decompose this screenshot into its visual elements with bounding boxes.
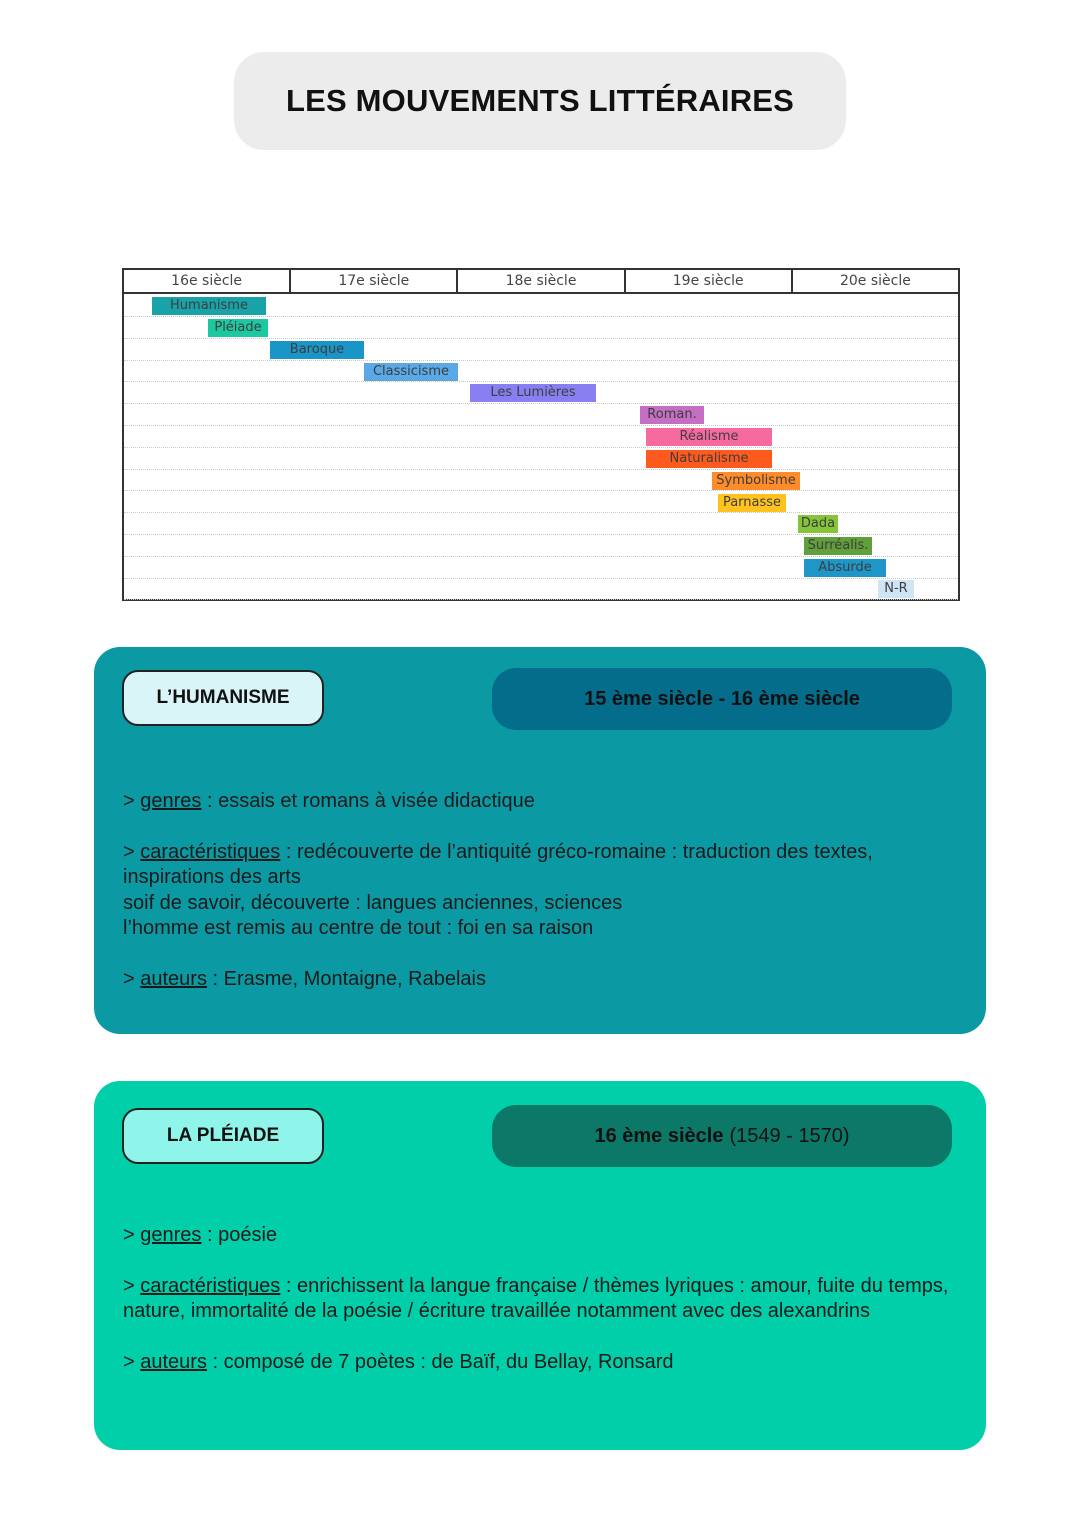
genres-line: > genres : essais et romans à visée didactique <box>123 790 535 812</box>
section-pleiade <box>94 1081 986 1450</box>
bar-realisme: Réalisme <box>646 428 772 446</box>
bar-absurde: Absurde <box>804 559 886 577</box>
section-name: L’HUMANISME <box>122 670 324 726</box>
timeline-chart <box>122 268 960 601</box>
auteurs-value: : composé de 7 poètes : de Baïf, du Bellay, Ronsard <box>206 1350 674 1373</box>
timeline-row-line <box>124 316 958 317</box>
bar-pleiade: Pléiade <box>208 319 268 337</box>
genres-value: : essais et romans à visée didactique <box>201 790 535 812</box>
timeline-row-line <box>124 425 958 426</box>
genres-line: > genres : poésie <box>123 1224 278 1246</box>
carac-value: : enrichissent la langue française / thèmes lyriques : amour, fuite du temps, nature, immortalité de la poésie / écriture travaillée notamment avec des alexandrins <box>123 1274 949 1322</box>
timeline-row-line <box>124 534 958 535</box>
page-title: LES MOUVEMENTS LITTÉRAIRES <box>285 83 795 118</box>
genres-label: genres <box>140 1224 202 1246</box>
timeline-row-line <box>124 599 958 600</box>
section-content <box>123 789 963 992</box>
bar-lumieres: Les Lumières <box>470 384 596 402</box>
timeline-row-line <box>124 338 958 339</box>
carac-label: caractéristiques <box>140 1274 281 1297</box>
carac-line: > caractéristiques : redécouverte de l’antiquité gréco-romaine : traduction des textes, inspirations des arts <box>123 840 873 888</box>
bar-baroque: Baroque <box>270 341 364 359</box>
bar-surrealisme: Surréalis. <box>804 537 872 555</box>
century-19: 19e siècle <box>626 270 793 292</box>
title-banner <box>234 52 846 150</box>
carac-line-2: soif de savoir, découverte : langues anciennes, sciences <box>123 891 623 914</box>
carac-label: caractéristiques <box>140 840 281 863</box>
bar-dada: Dada <box>798 515 838 533</box>
timeline-row-line <box>124 469 958 470</box>
auteurs-label: auteurs <box>140 967 207 990</box>
carac-value: : redécouverte de l’antiquité gréco-romaine : traduction des textes, inspirations des arts <box>123 840 873 888</box>
century-20: 20e siècle <box>839 273 911 289</box>
bar-romantisme: Roman. <box>640 406 704 424</box>
timeline-row-line <box>124 490 958 491</box>
auteurs-label: auteurs <box>140 1350 207 1373</box>
century-18: 18e siècle <box>458 270 625 292</box>
bar-parnasse: Parnasse <box>718 494 786 512</box>
timeline-header <box>124 270 958 294</box>
section-content <box>123 1223 963 1375</box>
timeline-row-line <box>124 447 958 448</box>
bar-symbolisme: Symbolisme <box>712 472 800 490</box>
timeline-row-line <box>124 360 958 361</box>
century-17: 17e siècle <box>291 270 458 292</box>
bar-naturalisme: Naturalisme <box>646 450 772 468</box>
timeline-row-line <box>124 381 958 382</box>
section-date: 15 ème siècle - 16 ème siècle <box>492 668 952 730</box>
timeline-row-line <box>124 403 958 404</box>
genres-label: genres <box>140 790 202 812</box>
carac-line-3: l’homme est remis au centre de tout : foi en sa raison <box>123 917 594 939</box>
timeline-row-line <box>124 578 958 579</box>
genres-value: : poésie <box>201 1224 278 1246</box>
section-date <box>492 1105 952 1167</box>
date-rest: (1549 - 1570) <box>729 1124 850 1147</box>
bar-classicisme: Classicisme <box>364 363 458 381</box>
auteurs-line: > auteurs : composé de 7 poètes : de Baïf, du Bellay, Ronsard <box>123 1350 674 1373</box>
bar-humanisme: Humanisme <box>152 297 266 315</box>
auteurs-line: > auteurs : Erasme, Montaigne, Rabelais <box>123 967 486 990</box>
date-bold: 16 ème siècle <box>594 1124 724 1147</box>
section-humanisme <box>94 647 986 1034</box>
timeline-row-line <box>124 556 958 557</box>
bar-nouveau-roman: N-R <box>878 580 914 598</box>
auteurs-value: : Erasme, Montaigne, Rabelais <box>206 967 486 990</box>
section-name: LA PLÉIADE <box>122 1108 324 1164</box>
timeline-row-line <box>124 512 958 513</box>
century-16: 16e siècle <box>124 270 291 292</box>
carac-line: > caractéristiques : enrichissent la langue française / thèmes lyriques : amour, fuite du temps, nature, immortalité de la poésie / écriture travaillée notamment avec des alexandrins <box>123 1274 949 1322</box>
